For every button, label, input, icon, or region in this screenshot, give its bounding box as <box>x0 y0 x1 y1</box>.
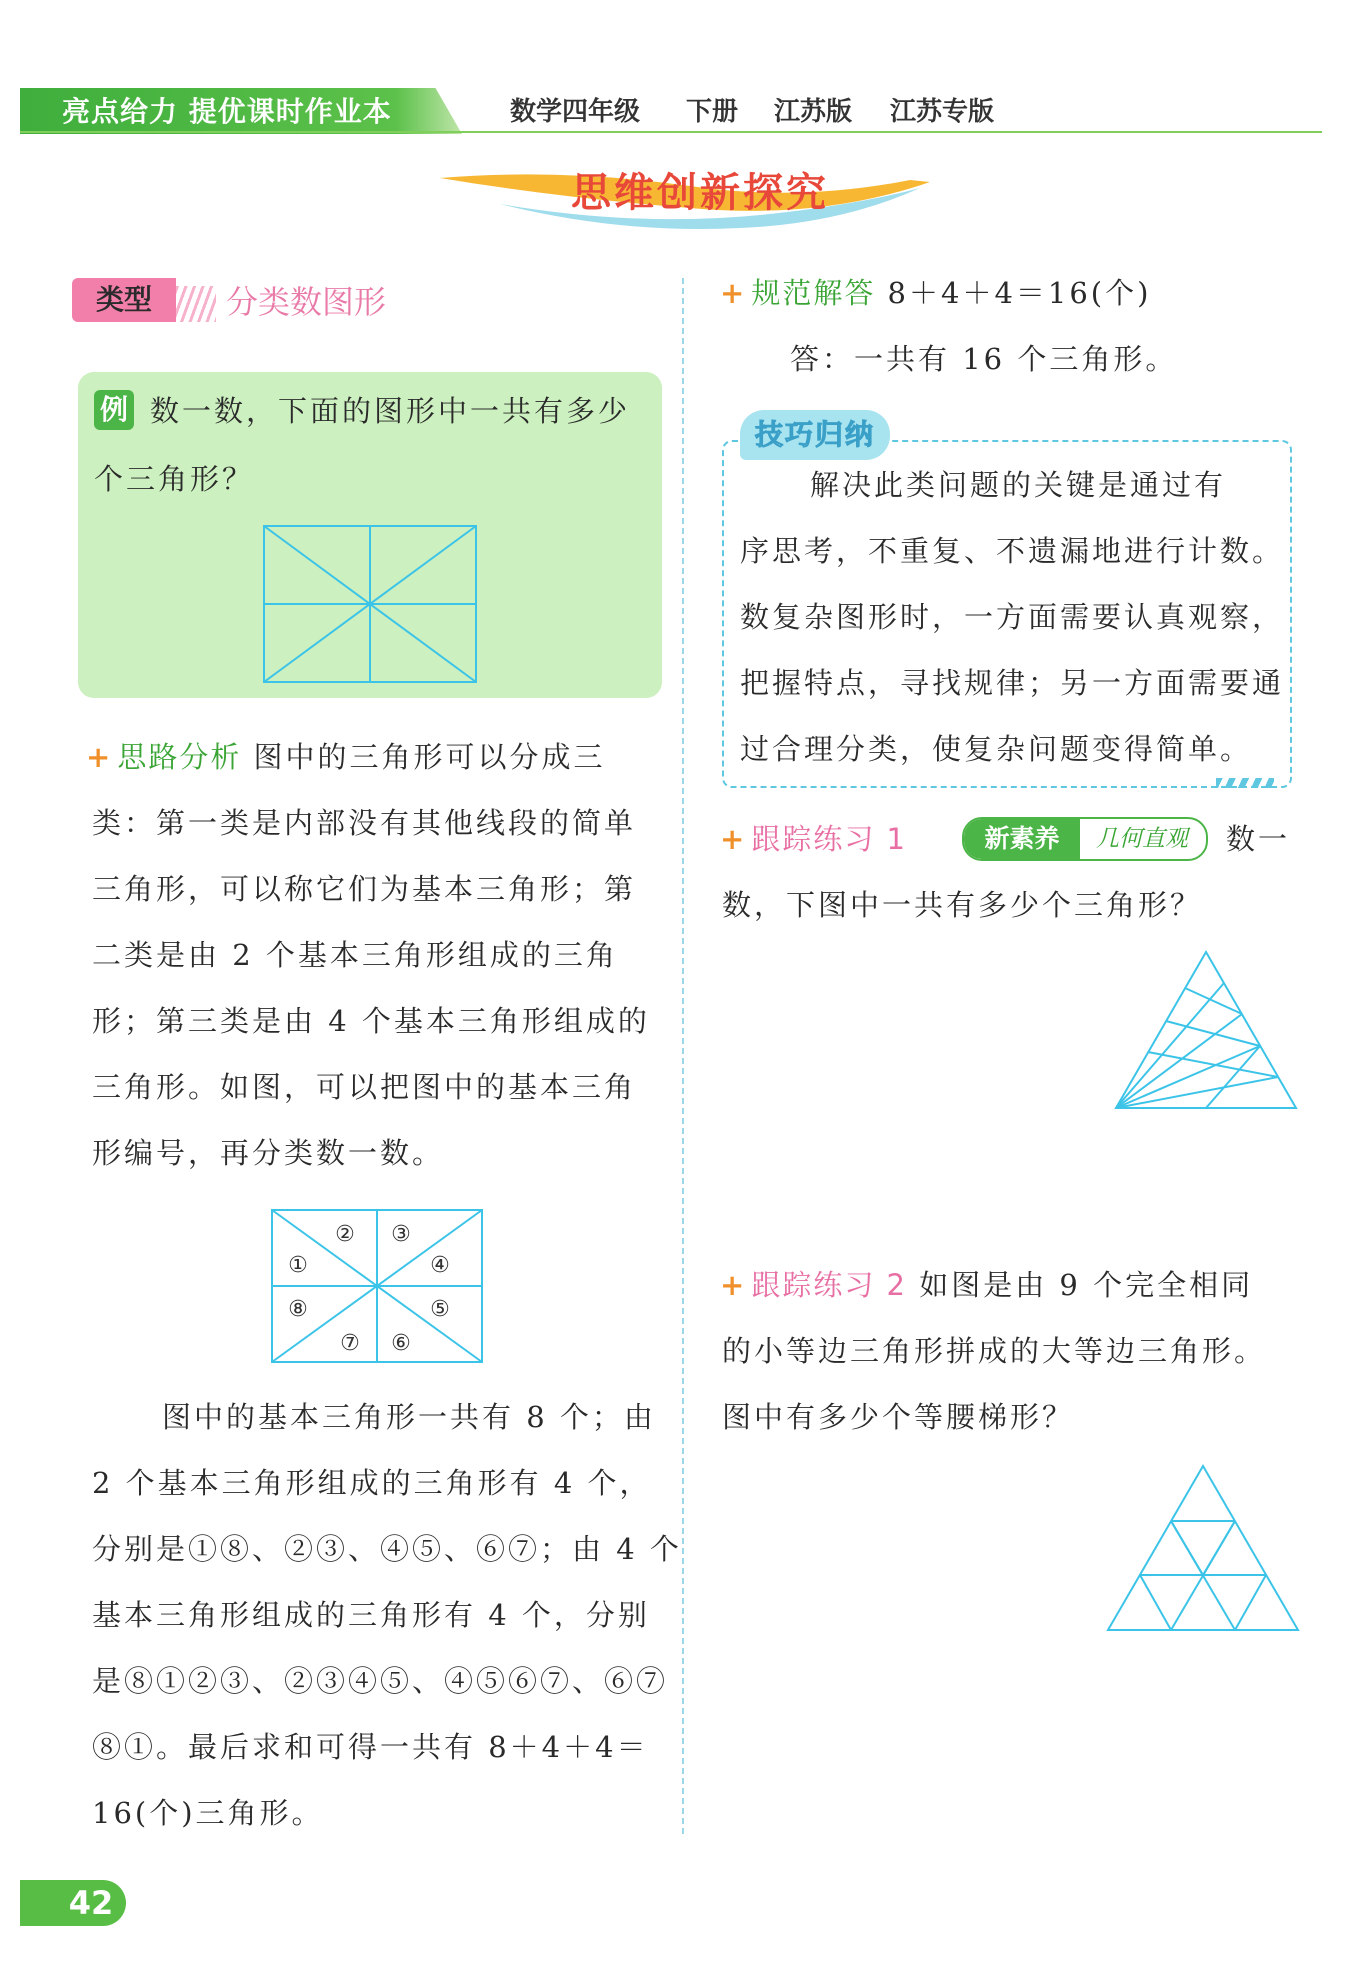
practice2-figure <box>1106 1464 1300 1634</box>
plus-marker: + <box>720 276 748 310</box>
section-banner-title: 思维创新探究 <box>571 170 829 216</box>
practice1-label: 跟踪练习 1 <box>751 822 907 856</box>
region-label-2: ② <box>335 1222 355 1247</box>
analysis-line-5: 形；第三类是由 4 个基本三角形组成的 <box>92 1004 650 1038</box>
numbered-figure <box>270 1208 484 1364</box>
header-grade: 数学四年级 <box>510 97 641 127</box>
tag-stripes <box>176 286 216 322</box>
series-title: 亮点给力 提优课时作业本 <box>62 95 392 128</box>
analysis-line-6: 三角形。如图，可以把图中的基本三角 <box>92 1070 637 1104</box>
plus-marker: + <box>720 822 748 856</box>
region-label-1: ① <box>288 1253 308 1278</box>
analysis-line-1 <box>86 724 606 790</box>
answer-line <box>720 260 1151 326</box>
practice2-line-1-tail: 如图是由 9 个完全相同 <box>919 1268 1254 1302</box>
result-line-6: ⑧①。最后求和可得一共有 8＋4＋4＝ <box>92 1730 649 1764</box>
answer-label: 规范解答 <box>751 276 876 310</box>
region-label-8: ⑧ <box>288 1297 308 1322</box>
answer-formula: 8＋4＋4＝16(个) <box>887 276 1152 310</box>
tips-line-4: 把握特点，寻找规律；另一方面需要通 <box>740 666 1285 700</box>
header-volume: 下册 <box>686 97 739 127</box>
practice1-heading <box>720 806 907 872</box>
analysis-line-4: 二类是由 2 个基本三角形组成的三角 <box>92 938 618 972</box>
analysis-label: 思路分析 <box>117 740 242 774</box>
plus-marker: + <box>86 740 114 774</box>
answer-statement: 答：一共有 16 个三角形。 <box>790 342 1178 376</box>
new-literacy-badge-left: 新素养 <box>964 819 1080 859</box>
example-question-line-2: 个三角形？ <box>94 462 255 496</box>
result-line-1: 图中的基本三角形一共有 8 个；由 <box>162 1400 656 1434</box>
result-line-4: 基本三角形组成的三角形有 4 个，分别 <box>92 1598 650 1632</box>
example-badge: 例 <box>94 390 134 430</box>
practice2-heading <box>720 1252 1253 1318</box>
tips-line-3: 数复杂图形时，一方面需要认真观察， <box>740 600 1285 634</box>
region-label-5: ⑤ <box>430 1297 450 1322</box>
header-region: 江苏专版 <box>890 97 995 127</box>
header-rule <box>20 131 1322 133</box>
new-literacy-badge-right: 几何直观 <box>1096 826 1188 852</box>
example-figure <box>262 524 478 684</box>
result-line-5: 是⑧①②③、②③④⑤、④⑤⑥⑦、⑥⑦ <box>92 1664 669 1698</box>
analysis-line-7: 形编号，再分类数一数。 <box>92 1136 445 1170</box>
column-separator <box>682 278 684 1834</box>
tips-title: 技巧归纳 <box>754 418 875 451</box>
result-line-3: 分别是①⑧、②③、④⑤、⑥⑦；由 4 个 <box>92 1532 682 1566</box>
result-line-2: 2 个基本三角形组成的三角形有 4 个， <box>92 1466 652 1500</box>
region-label-7: ⑦ <box>340 1331 360 1356</box>
analysis-line-1-text: 图中的三角形可以分成三 <box>253 740 606 774</box>
practice2-line-3: 图中有多少个等腰梯形？ <box>722 1400 1075 1434</box>
header-edition: 江苏版 <box>774 97 853 127</box>
practice1-line-1-tail: 数一 <box>1226 822 1291 856</box>
practice2-line-2: 的小等边三角形拼成的大等边三角形。 <box>722 1334 1267 1368</box>
region-label-4: ④ <box>430 1253 450 1278</box>
practice1-line-2: 数，下图中一共有多少个三角形？ <box>722 888 1203 922</box>
analysis-line-3: 三角形，可以称它们为基本三角形；第 <box>92 872 637 906</box>
tips-line-2: 序思考，不重复、不遗漏地进行计数。 <box>740 534 1285 568</box>
result-line-7: 16(个)三角形。 <box>92 1796 324 1830</box>
tips-line-5: 过合理分类，使复杂问题变得简单。 <box>740 732 1253 766</box>
region-label-3: ③ <box>391 1222 411 1247</box>
page-number: 42 <box>68 1884 114 1922</box>
example-question-line-1: 数一数，下面的图形中一共有多少 <box>150 394 631 428</box>
region-label-6: ⑥ <box>391 1331 411 1356</box>
practice1-figure <box>1114 950 1298 1110</box>
tips-line-1: 解决此类问题的关键是通过有 <box>810 468 1227 502</box>
practice2-label: 跟踪练习 2 <box>751 1268 907 1302</box>
plus-marker: + <box>720 1268 748 1302</box>
type-tag-label: 类型 <box>95 283 152 316</box>
analysis-line-2: 类：第一类是内部没有其他线段的简单 <box>92 806 637 840</box>
type-subtitle: 分类数图形 <box>226 283 387 321</box>
tips-footer-stripes <box>1216 778 1274 788</box>
